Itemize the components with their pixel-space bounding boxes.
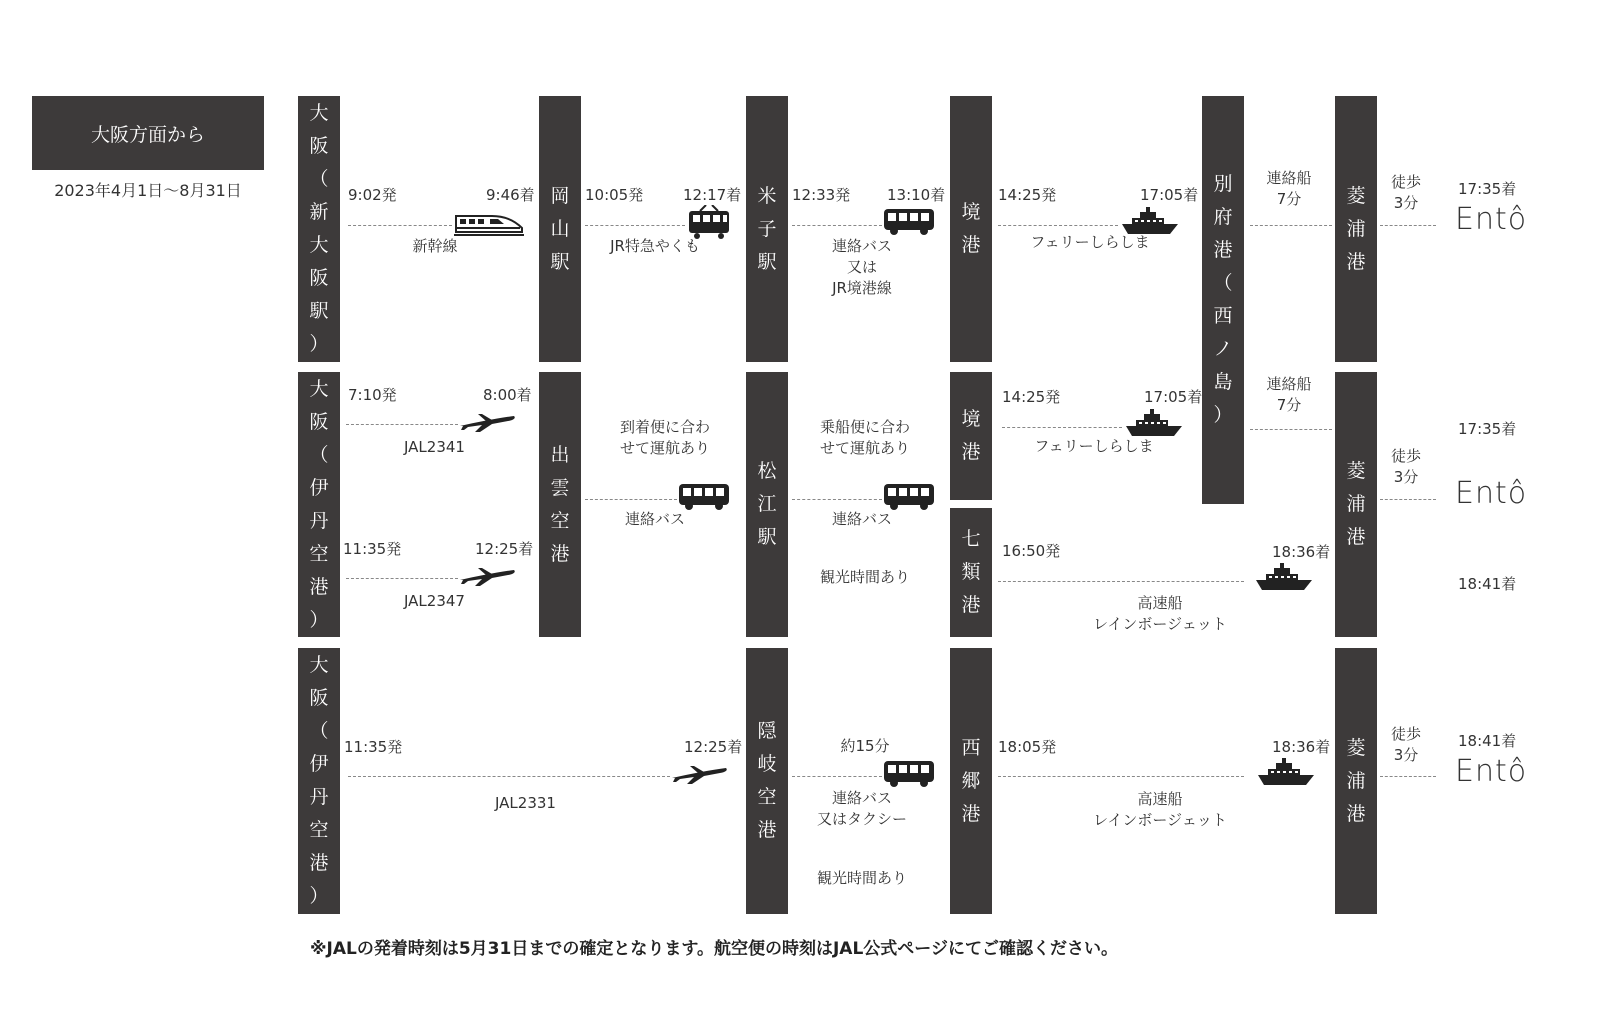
arrival-time: 17:05着 <box>1140 186 1199 204</box>
station-osaka-itami-2: 大 阪 （ 伊 丹 空 港 ） <box>298 648 340 914</box>
final-arrival-time: 17:35着 <box>1458 420 1517 438</box>
shinkansen-icon <box>454 210 524 236</box>
station-yonago: 米 子 駅 <box>746 96 788 362</box>
arrival-time: 13:10着 <box>887 186 946 204</box>
mode-label: レインボージェット <box>1093 615 1227 633</box>
departure-time: 18:05発 <box>998 738 1057 756</box>
destination-logo: Entô <box>1455 476 1528 511</box>
route-line <box>792 776 882 777</box>
destination-logo: Entô <box>1455 202 1528 237</box>
connect-label: 連絡船 <box>1266 169 1312 187</box>
connect-label: 連絡船 <box>1266 375 1312 393</box>
arrival-time: 12:17着 <box>683 186 742 204</box>
mode-label: 連絡バス <box>831 789 892 807</box>
station-oki-airport: 隠 岐 空 港 <box>746 648 788 914</box>
walk-label: 徒歩 <box>1390 173 1421 191</box>
route-line <box>1380 776 1436 777</box>
route-line <box>792 499 882 500</box>
route-line <box>998 776 1244 777</box>
final-arrival-time: 17:35着 <box>1458 180 1517 198</box>
route-line <box>1002 427 1122 428</box>
arrival-time: 18:36着 <box>1272 543 1331 561</box>
station-okayama: 岡 山 駅 <box>539 96 581 362</box>
arrival-time: 17:05着 <box>1144 388 1203 406</box>
ferry-icon <box>1124 408 1184 438</box>
route-line <box>792 225 882 226</box>
departure-time: 11:35発 <box>344 738 403 756</box>
route-line <box>348 776 670 777</box>
sightseeing-note: 観光時間あり <box>819 568 910 586</box>
station-hishiura-1: 菱 浦 港 <box>1335 96 1377 362</box>
route-line <box>348 225 452 226</box>
mode-label: 高速船 <box>1137 790 1183 808</box>
duration-label: 約15分 <box>840 737 890 755</box>
departure-time: 12:33発 <box>792 186 851 204</box>
final-arrival-time: 18:41着 <box>1458 575 1517 593</box>
station-osaka-shin-osaka: 大 阪 （ 新 大 阪 駅 ） <box>298 96 340 362</box>
mode-label: フェリーしらしま <box>1034 437 1154 455</box>
arrival-time: 12:25着 <box>684 738 743 756</box>
mode-label: 新幹線 <box>412 237 458 255</box>
walk-duration: 3分 <box>1393 746 1419 764</box>
station-shichirui: 七 類 港 <box>950 508 992 637</box>
route-line <box>585 499 677 500</box>
station-sakaiminato-top: 境 港 <box>950 96 992 362</box>
station-hishiura-3: 菱 浦 港 <box>1335 648 1377 914</box>
footnote: ※JALの発着時刻は5月31日までの確定となります。航空便の時刻はJAL公式ページにてご確認ください。 <box>310 939 1118 959</box>
mode-label: JR境港線 <box>832 279 892 297</box>
walk-duration: 3分 <box>1393 194 1419 212</box>
arrival-time: 8:00着 <box>483 386 532 404</box>
sightseeing-note: 観光時間あり <box>816 869 907 887</box>
departure-time: 16:50発 <box>1002 542 1061 560</box>
station-izumo-airport: 出 雲 空 港 <box>539 372 581 637</box>
connect-duration: 7分 <box>1276 190 1302 208</box>
departure-time: 11:35発 <box>343 540 402 558</box>
walk-duration: 3分 <box>1393 468 1419 486</box>
route-line <box>585 225 685 226</box>
station-beppu: 別 府 港 （ 西 ノ 島 ） <box>1202 96 1244 504</box>
route-line <box>1380 225 1436 226</box>
bus-icon <box>883 483 935 511</box>
schedule-note: 到着便に合わ <box>619 418 710 436</box>
route-line <box>998 225 1118 226</box>
plane-icon <box>458 412 516 434</box>
final-arrival-time: 18:41着 <box>1458 732 1517 750</box>
route-line <box>998 581 1244 582</box>
route-line <box>1380 499 1436 500</box>
departure-time: 10:05発 <box>585 186 644 204</box>
station-sakaiminato-mid: 境 港 <box>950 372 992 500</box>
walk-label: 徒歩 <box>1390 447 1421 465</box>
route-line <box>346 578 458 579</box>
departure-time: 14:25発 <box>1002 388 1061 406</box>
section-title: 大阪方面から <box>32 96 264 170</box>
flight-number: JAL2347 <box>404 592 465 610</box>
schedule-note: せて運航あり <box>819 439 910 457</box>
departure-time: 9:02発 <box>348 186 397 204</box>
station-osaka-itami-1: 大 阪 （ 伊 丹 空 港 ） <box>298 372 340 637</box>
mode-label: JR特急やくも <box>610 237 700 255</box>
mode-label: 連絡バス <box>624 510 685 528</box>
station-hishiura-2: 菱 浦 港 <box>1335 372 1377 637</box>
bus-icon <box>678 483 730 511</box>
mode-label: 高速船 <box>1137 594 1183 612</box>
mode-label: 又はタクシー <box>816 810 907 828</box>
ferry-icon <box>1254 562 1314 592</box>
station-matsue: 松 江 駅 <box>746 372 788 637</box>
route-line <box>346 424 458 425</box>
route-line <box>1250 429 1332 430</box>
mode-label: 又は <box>846 258 877 276</box>
mode-label: 連絡バス <box>831 237 892 255</box>
schedule-note: 乗船便に合わ <box>819 418 910 436</box>
arrival-time: 12:25着 <box>475 540 534 558</box>
departure-time: 14:25発 <box>998 186 1057 204</box>
bus-icon <box>883 208 935 236</box>
plane-icon <box>670 764 728 786</box>
flight-number: JAL2341 <box>404 438 465 456</box>
date-range: 2023年4月1日〜8月31日 <box>54 181 242 200</box>
mode-label: フェリーしらしま <box>1030 233 1150 251</box>
mode-label: レインボージェット <box>1093 811 1227 829</box>
walk-label: 徒歩 <box>1390 725 1421 743</box>
bus-icon <box>883 760 935 788</box>
connect-duration: 7分 <box>1276 396 1302 414</box>
arrival-time: 9:46着 <box>486 186 535 204</box>
departure-time: 7:10発 <box>348 386 397 404</box>
mode-label: 連絡バス <box>831 510 892 528</box>
arrival-time: 18:36着 <box>1272 738 1331 756</box>
station-saigo: 西 郷 港 <box>950 648 992 914</box>
plane-icon <box>458 566 516 588</box>
destination-logo: Entô <box>1455 754 1528 789</box>
route-line <box>1250 225 1332 226</box>
flight-number: JAL2331 <box>495 794 556 812</box>
schedule-note: せて運航あり <box>619 439 710 457</box>
ferry-icon <box>1256 757 1316 787</box>
